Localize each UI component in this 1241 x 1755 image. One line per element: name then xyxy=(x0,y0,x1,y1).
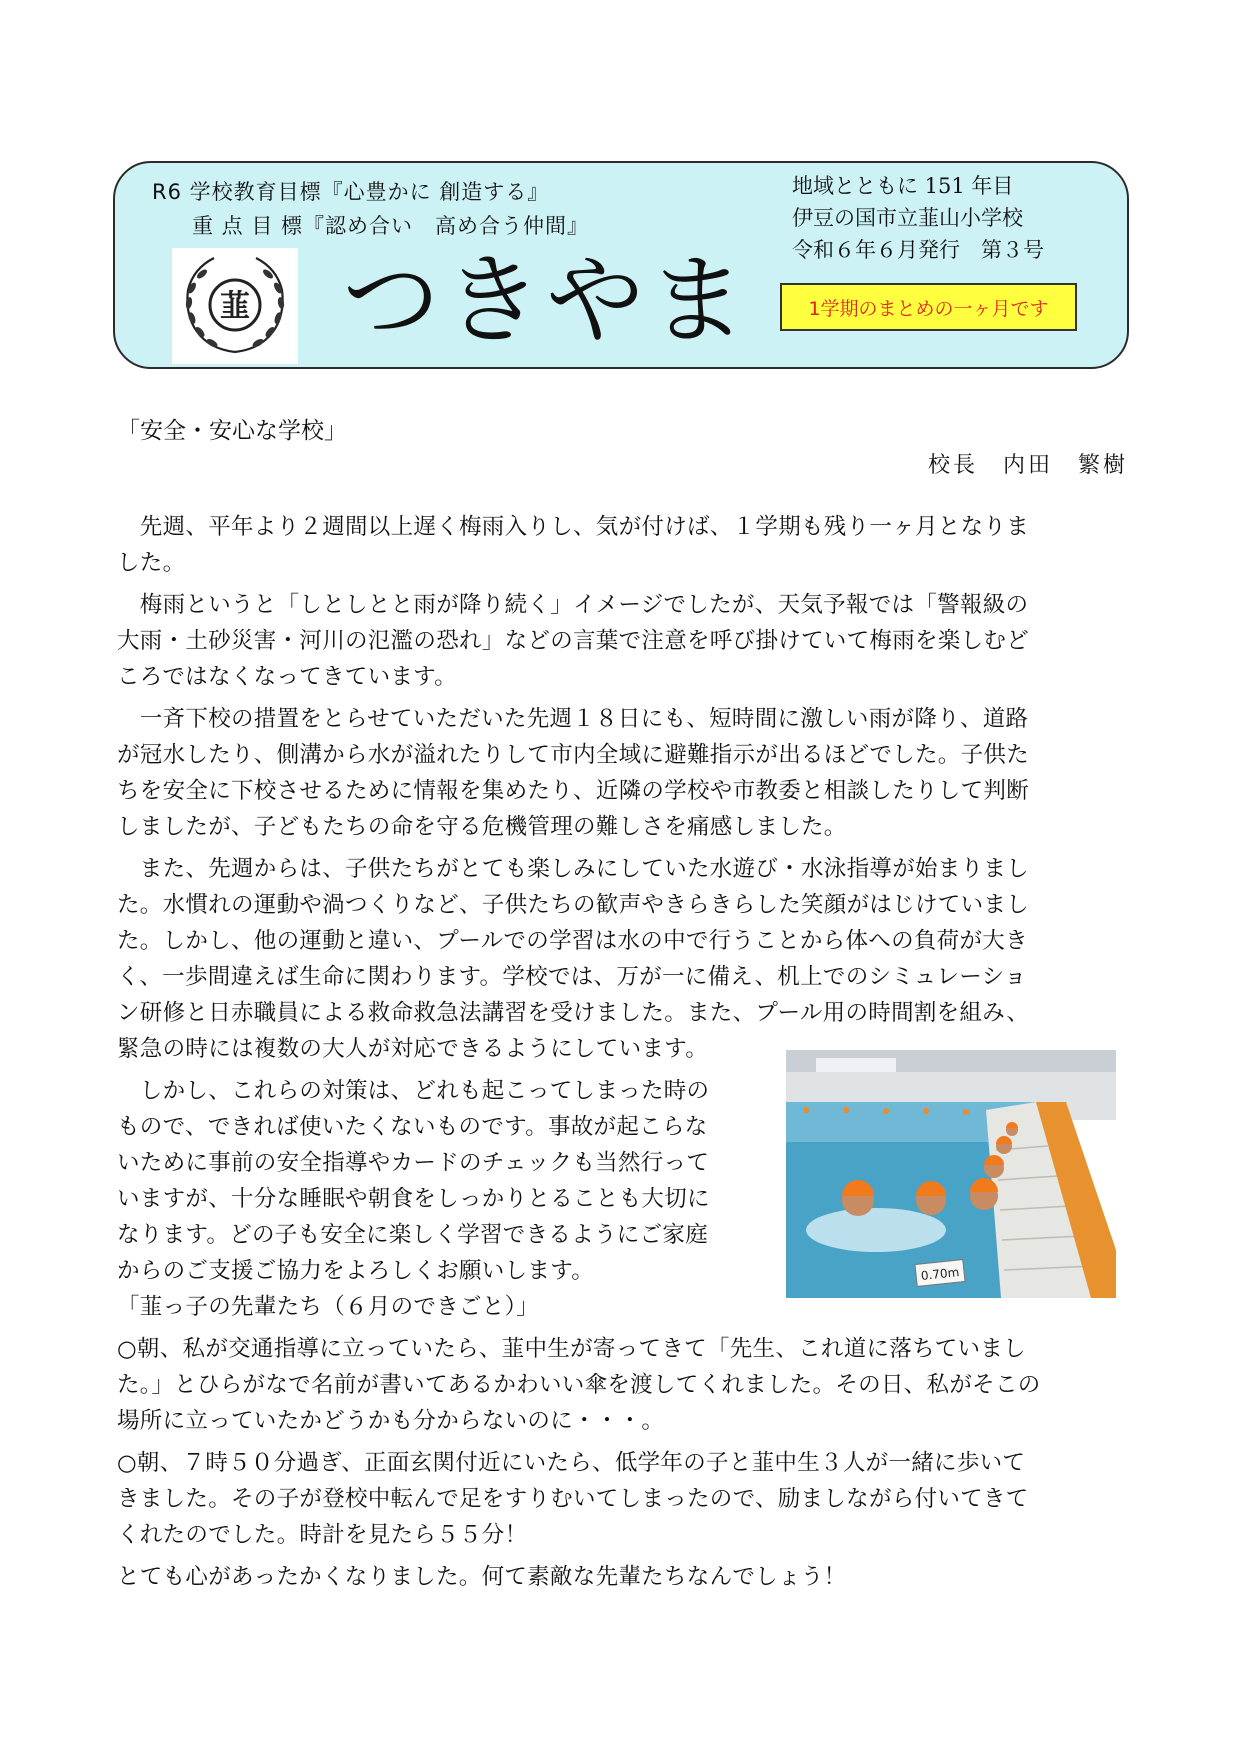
school-goal: R6 学校教育目標『心豊かに 創造する』 xyxy=(152,180,550,204)
body-text-line: からのご支援ご協力をよろしくお願いします。 xyxy=(117,1258,595,1284)
body-text-line: とても心があったかくなりました。何て素敵な先輩たちなんでしょう！ xyxy=(117,1564,847,1590)
body-text-line: ちを安全に下校させるために情報を集めたり、近隣の学校や市教委と相談したりして判断 xyxy=(117,778,1030,804)
body-text-line: ころではなくなってきています。 xyxy=(117,664,457,690)
issue-info: 令和６年６月発行 第３号 xyxy=(792,238,1044,262)
body-text-line: た。」とひらがなで名前が書いてあるかわいい傘を渡してくれました。その日、私がそこの xyxy=(117,1372,1041,1398)
body-text-line: ン研修と日赤職員による救命救急法講習を受けました。また、プール用の時間割を組み、 xyxy=(117,1000,1030,1026)
school-emblem-logo xyxy=(172,248,298,364)
body-text-line: 場所に立っていたかどうかも分からないのに・・・。 xyxy=(117,1408,665,1434)
body-text-line: ○朝、７時５０分過ぎ、正面玄関付近にいたら、低学年の子と韮中生３人が一緒に歩いて xyxy=(117,1450,1026,1476)
body-text-line: 緊急の時には複数の大人が対応できるようにしています。 xyxy=(117,1036,709,1062)
article-title: 「安全・安心な学校」 xyxy=(117,418,347,444)
body-text-line: 大雨・土砂災害・河川の氾濫の恐れ」などの言葉で注意を呼び掛けていて梅雨を楽しむど xyxy=(117,628,1030,654)
body-text-line: いために事前の安全指導やカードのチェックも当然行って xyxy=(117,1150,710,1176)
body-text-line: くれたのでした。時計を見たら５５分！ xyxy=(117,1522,528,1548)
body-text-line: ○朝、私が交通指導に立っていたら、韮中生が寄ってきて「先生、これ道に落ちていまし xyxy=(117,1336,1026,1362)
article-author: 校長 内田 繁樹 xyxy=(928,453,1129,478)
body-text-line: しましたが、子どもたちの命を守る危機管理の難しさを痛感しました。 xyxy=(117,814,847,840)
body-text-line: 先週、平年より２週間以上遅く梅雨入りし、気が付けば、１学期も残り一ヶ月となりま xyxy=(117,514,1030,540)
body-text-line: いますが、十分な睡眠や朝食をしっかりとることも大切に xyxy=(117,1186,710,1212)
body-text-line: が冠水したり、側溝から水が溢れたりして市内全域に避難指示が出るほどでした。子供た xyxy=(117,742,1030,768)
body-text-line: 「韮っ子の先輩たち（６月のできごと）」 xyxy=(117,1294,539,1320)
school-name: 伊豆の国市立韮山小学校 xyxy=(792,206,1023,230)
newsletter-title: つきやま xyxy=(342,244,751,358)
body-text-line: 梅雨というと「しとしとと雨が降り続く」イメージでしたが、天気予報では「警報級の xyxy=(117,592,1029,618)
body-text-line: きました。その子が登校中転んで足をすりむいてしまったので、励ましながら付いてきて xyxy=(117,1486,1029,1512)
body-text-line: また、先週からは、子供たちがとても楽しみにしていた水遊び・水泳指導が始まりまし xyxy=(117,856,1030,882)
logo-emblem-text: 韮 xyxy=(220,289,250,324)
focus-goal: 重 点 目 標『認め合い 高め合う仲間』 xyxy=(192,214,590,238)
body-text-line: 一斉下校の措置をとらせていただいた先週１８日にも、短時間に激しい雨が降り、道路 xyxy=(117,706,1029,732)
body-text-line: た。しかし、他の運動と違い、プールでの学習は水の中で行うことから体への負荷が大き xyxy=(117,928,1028,954)
anniversary-text: 地域とともに 151 年目 xyxy=(792,174,1014,198)
body-text-line: なります。どの子も安全に楽しく学習できるようにご家庭 xyxy=(117,1222,709,1248)
body-text-line: く、一歩間違えば生命に関わります。学校では、万が一に備え、机上でのシミュレーショ xyxy=(117,964,1027,990)
pool-photo xyxy=(786,1050,1116,1298)
body-text-line: た。水慣れの運動や渦つくりなど、子供たちの歓声やきらきらした笑顔がはじけていまし xyxy=(117,892,1030,918)
body-text-line: した。 xyxy=(117,550,186,576)
body-text-line: しかし、これらの対策は、どれも起こってしまった時の xyxy=(117,1078,710,1104)
depth-sign-text: 0.70m xyxy=(920,1265,960,1283)
issue-badge: 1学期のまとめの一ヶ月です xyxy=(780,283,1077,331)
body-text-line: もので、できれば使いたくないものです。事故が起こらな xyxy=(117,1114,708,1140)
